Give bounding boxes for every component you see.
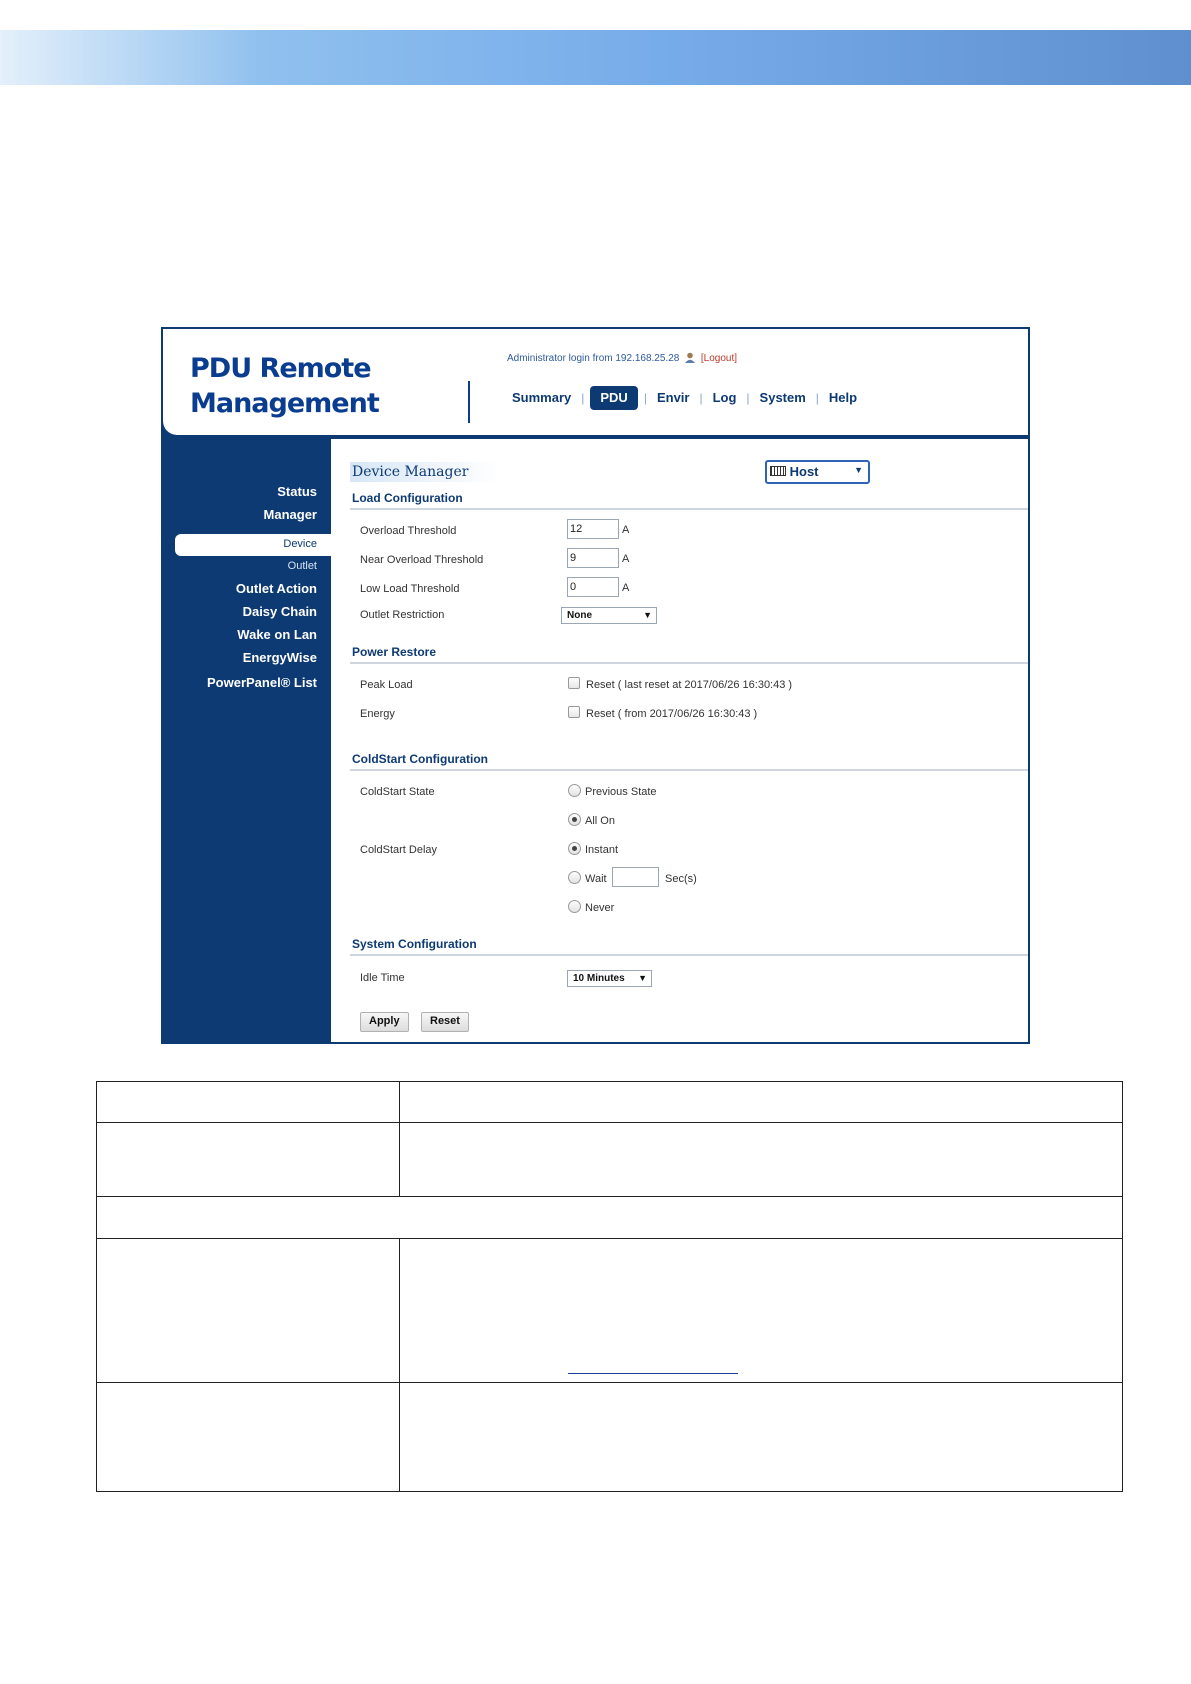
coldstart-delay-label: ColdStart Delay <box>360 844 438 856</box>
section-power-restore: Power Restore <box>352 645 437 659</box>
idle-time-label: Idle Time <box>360 972 405 984</box>
radio-never[interactable] <box>568 900 581 913</box>
near-overload-threshold-label: Near Overload Threshold <box>360 554 484 566</box>
app-header <box>163 329 1028 442</box>
nav-separator: | <box>581 391 585 405</box>
link-underline <box>568 1373 738 1374</box>
nav-summary[interactable]: Summary <box>512 390 572 405</box>
section-divider <box>350 662 1028 664</box>
near-overload-unit: A <box>622 553 630 565</box>
radio-previous-state[interactable] <box>568 784 581 797</box>
sidebar-item-powerpanel-list[interactable]: PowerPanel® List <box>207 675 317 690</box>
instant-label: Instant <box>585 844 619 856</box>
section-system-configuration: System Configuration <box>352 937 477 951</box>
host-select[interactable] <box>765 460 870 484</box>
wait-seconds-input[interactable] <box>612 867 659 887</box>
nav-envir[interactable]: Envir <box>656 390 690 405</box>
sidebar-item-outlet[interactable]: Outlet <box>287 560 317 572</box>
radio-instant[interactable] <box>568 842 581 855</box>
coldstart-state-label: ColdStart State <box>360 786 435 798</box>
logo-line-1: PDU Remote <box>190 353 371 384</box>
energy-reset-checkbox[interactable] <box>568 706 580 718</box>
all-on-label: All On <box>585 815 615 827</box>
nav-separator: | <box>699 391 703 405</box>
wait-unit-label: Sec(s) <box>665 873 697 885</box>
outlet-restriction-select[interactable] <box>561 607 657 624</box>
host-select-value: Host <box>789 464 819 479</box>
table-column-divider <box>399 1238 400 1491</box>
main-content <box>331 439 1028 1044</box>
header-divider <box>468 381 470 423</box>
sidebar-item-status[interactable]: Status <box>277 484 317 499</box>
peak-load-label: Peak Load <box>360 679 413 691</box>
sidebar-item-daisy-chain[interactable]: Daisy Chain <box>242 604 317 619</box>
never-label: Never <box>585 902 615 914</box>
table-row-divider <box>97 1382 1122 1383</box>
idle-time-select[interactable] <box>567 970 652 987</box>
section-load-configuration: Load Configuration <box>352 491 463 505</box>
peak-load-reset-checkbox[interactable] <box>568 677 580 689</box>
admin-login-text: Administrator login from 192.168.25.28 <box>507 353 680 364</box>
idle-time-value: 10 Minutes <box>573 973 625 984</box>
table-row-divider <box>97 1122 1122 1123</box>
overload-unit: A <box>622 524 630 536</box>
outlet-restriction-value: None <box>567 610 592 621</box>
wait-label: Wait <box>585 873 607 885</box>
outlet-restriction-label: Outlet Restriction <box>360 609 445 621</box>
radio-all-on[interactable] <box>568 813 581 826</box>
apply-button[interactable]: Apply <box>360 1012 409 1032</box>
overload-threshold-input[interactable] <box>567 519 619 539</box>
sidebar-item-wake-on-lan[interactable]: Wake on Lan <box>237 627 317 642</box>
near-overload-threshold-input[interactable] <box>567 548 619 568</box>
logout-link[interactable]: [Logout] <box>700 353 738 364</box>
low-load-threshold-label: Low Load Threshold <box>360 583 460 595</box>
low-load-unit: A <box>622 582 630 594</box>
radio-wait[interactable] <box>568 871 581 884</box>
chevron-down-icon: ▼ <box>638 973 647 983</box>
section-divider <box>350 954 1028 956</box>
sidebar-item-device[interactable]: Device <box>283 538 317 550</box>
nav-help[interactable]: Help <box>828 390 858 405</box>
chevron-down-icon: ▼ <box>854 465 863 475</box>
admin-login-info <box>507 352 737 364</box>
chevron-down-icon: ▼ <box>643 610 652 620</box>
section-coldstart-configuration: ColdStart Configuration <box>352 752 488 766</box>
previous-state-label: Previous State <box>585 786 657 798</box>
nav-separator: | <box>815 391 819 405</box>
nav-pdu[interactable]: PDU <box>590 386 637 410</box>
table-row-divider <box>97 1238 1122 1239</box>
page-title: Device Manager <box>350 462 498 482</box>
user-icon <box>684 352 696 363</box>
reset-button[interactable]: Reset <box>421 1012 469 1032</box>
page-header-band <box>0 30 1191 85</box>
table-column-divider <box>399 1082 400 1196</box>
sidebar <box>163 439 331 1044</box>
nav-separator: | <box>746 391 750 405</box>
top-nav <box>508 386 861 410</box>
energy-label: Energy <box>360 708 395 720</box>
sidebar-item-energywise[interactable]: EnergyWise <box>242 650 317 665</box>
nav-separator: | <box>643 391 647 405</box>
sidebar-item-outlet-action[interactable]: Outlet Action <box>235 581 317 596</box>
nav-system[interactable]: System <box>759 390 806 405</box>
overload-threshold-label: Overload Threshold <box>360 525 457 537</box>
document-table <box>96 1081 1123 1492</box>
peak-load-reset-text: Reset ( last reset at 2017/06/26 16:30:43 ) <box>586 679 793 691</box>
section-divider <box>350 508 1028 510</box>
low-load-threshold-input[interactable] <box>567 577 619 597</box>
keyboard-icon <box>770 466 786 476</box>
section-divider <box>350 769 1028 771</box>
app-logo <box>190 351 379 421</box>
sidebar-item-manager[interactable]: Manager <box>263 507 317 522</box>
sidebar-active-highlight <box>175 534 331 556</box>
nav-log[interactable]: Log <box>712 390 737 405</box>
energy-reset-text: Reset ( from 2017/06/26 16:30:43 ) <box>586 708 758 720</box>
table-row-divider <box>97 1196 1122 1197</box>
screenshot-frame <box>161 327 1030 1044</box>
logo-line-2: Management <box>190 388 379 419</box>
